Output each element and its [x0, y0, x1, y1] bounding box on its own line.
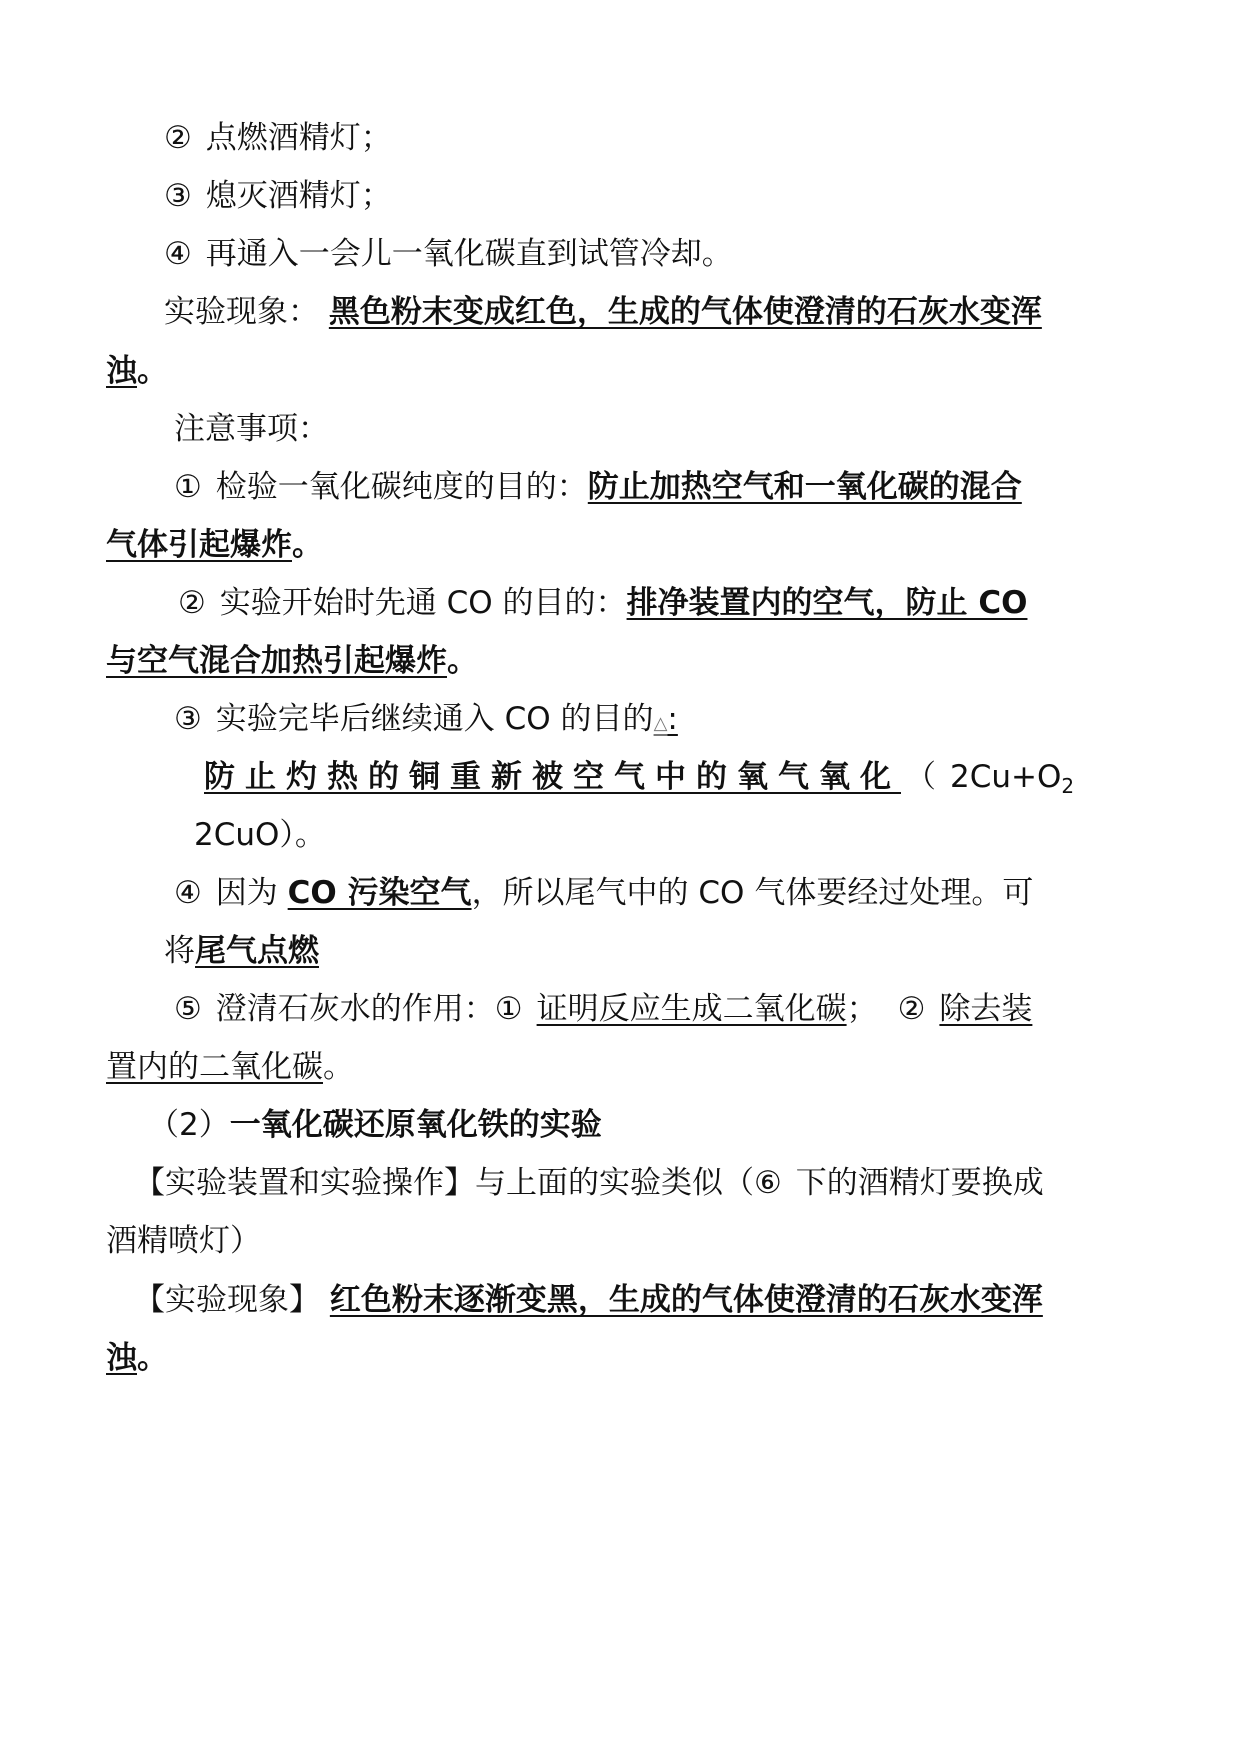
note-1	[174, 467, 1022, 507]
equation-open: （	[905, 759, 936, 795]
note-tail: 。	[447, 643, 478, 679]
note-tail: 。	[292, 527, 323, 563]
note-answer: 证明反应生成二氧化碳	[536, 991, 847, 1027]
circled-number: ⑥	[754, 1165, 782, 1201]
note-number: ②	[178, 585, 206, 621]
phenomenon-label: 实验现象：	[164, 294, 319, 330]
section-number: （2）	[148, 1107, 230, 1143]
sub-number: ②	[897, 991, 926, 1027]
note-separator: ；	[846, 991, 878, 1027]
step-line	[164, 118, 392, 158]
note-number: ⑤	[174, 991, 202, 1027]
equation-left: 2Cu+O	[950, 759, 1062, 795]
phenomenon-answer-cont: 浊	[106, 1340, 137, 1376]
notes-title: 注意事项：	[174, 411, 329, 447]
note-text: 澄清石灰水的作用：	[215, 991, 495, 1027]
step-line	[164, 234, 733, 274]
note-4-cont	[164, 931, 319, 971]
note-text: 将	[164, 933, 195, 969]
note-answer: 排净装置内的空气，防止 CO	[626, 585, 1028, 621]
note-text: 实验完毕后继续通入 CO 的目的	[215, 701, 654, 737]
note-answer: 尾气点燃	[195, 933, 319, 969]
phenomenon-line-cont	[106, 351, 168, 391]
note-text-mid: ，所以尾气中的 CO 气体要经过处理。可	[471, 875, 1034, 911]
note-5	[174, 989, 1032, 1029]
step-number: ④	[164, 236, 192, 272]
heat-triangle-icon: △	[653, 713, 668, 734]
note-text: 检验一氧化碳纯度的目的：	[215, 469, 588, 505]
setup-line-cont: 酒精喷灯）	[106, 1223, 261, 1259]
note-2	[178, 583, 1027, 623]
note-tail: 。	[323, 1049, 354, 1085]
note-answer-cont: 气体引起爆炸	[106, 527, 292, 563]
note-colon: :	[667, 701, 678, 737]
step-number: ③	[164, 178, 192, 214]
note-answer: 除去装	[939, 991, 1033, 1027]
phenomenon-tail: 。	[137, 353, 168, 389]
section-title: 一氧化碳还原氧化铁的实验	[229, 1107, 602, 1143]
note-text: 因为	[215, 875, 278, 911]
note-number: ③	[174, 701, 202, 737]
note-answer-cont: 置内的二氧化碳	[106, 1049, 323, 1085]
equation-subscript: 2	[1061, 774, 1075, 798]
equation-close: ）。	[279, 817, 326, 853]
section-heading	[148, 1105, 602, 1145]
setup-line	[134, 1163, 1044, 1203]
sub-number: ①	[494, 991, 523, 1027]
step-line	[164, 176, 392, 216]
phenomenon2-line	[134, 1280, 1043, 1320]
setup-text-b: 下的酒精灯要换成	[795, 1165, 1044, 1201]
phenomenon-answer-cont: 浊	[106, 353, 137, 389]
equation-right: 2CuO	[194, 817, 280, 853]
note-answer: 防止加热空气和一氧化碳的混合	[587, 469, 1022, 505]
note-number: ④	[174, 875, 202, 911]
note-5-cont	[106, 1047, 354, 1087]
phenomenon-line	[164, 292, 1042, 332]
phenomenon-answer: 红色粉末逐渐变黑，生成的气体使澄清的石灰水变浑	[329, 1282, 1043, 1318]
note-3-answer-line	[204, 757, 1074, 806]
note-2-cont	[106, 641, 478, 681]
step-text: 熄灭酒精灯；	[205, 178, 392, 214]
step-text: 点燃酒精灯；	[205, 120, 392, 156]
step-number: ②	[164, 120, 192, 156]
note-4	[174, 873, 1033, 913]
note-answer-cont: 与空气混合加热引起爆炸	[106, 643, 447, 679]
phenomenon2-line-cont	[106, 1338, 168, 1378]
phenomenon-tail: 。	[137, 1340, 168, 1376]
note-3	[174, 699, 678, 744]
setup-text: 与上面的实验类似（	[475, 1165, 754, 1201]
step-text: 再通入一会儿一氧化碳直到试管冷却。	[205, 236, 733, 272]
note-answer: 防止灼热的铜重新被空气中的氧气氧化	[204, 759, 901, 795]
phenomenon-label: 【实验现象】	[134, 1282, 320, 1318]
note-answer: CO 污染空气	[287, 875, 472, 911]
note-3-equation-line	[194, 815, 326, 855]
setup-label: 【实验装置和实验操作】	[134, 1165, 475, 1201]
phenomenon-answer: 黑色粉末变成红色，生成的气体使澄清的石灰水变浑	[328, 294, 1042, 330]
note-text: 实验开始时先通 CO 的目的：	[219, 585, 627, 621]
note-1-cont	[106, 525, 323, 565]
note-number: ①	[174, 469, 202, 505]
